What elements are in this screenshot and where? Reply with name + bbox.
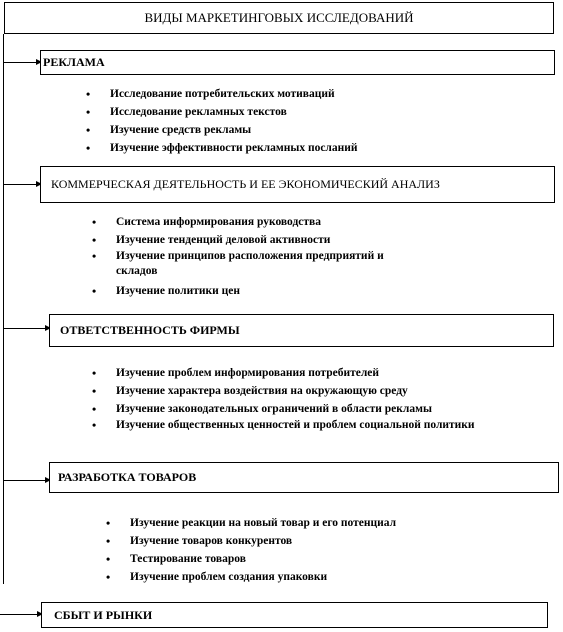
list-item: • Изучение принципов расположения предприятий и складов xyxy=(92,249,422,279)
section-sales-heading: СБЫТ И РЫНКИ xyxy=(54,607,153,622)
diagram-title xyxy=(4,2,554,34)
list-item: • Изучение характера воздействия на окружающую среду xyxy=(92,382,504,400)
arrow-section-responsibility xyxy=(3,328,50,329)
list-item: • Изучение реакции на новый товар и его потенциал xyxy=(106,514,506,532)
arrow-section-reklama xyxy=(3,62,41,63)
list-item: • Изучение политики цен xyxy=(92,282,422,300)
section-responsibility-heading: ОТВЕТСТВЕННОСТЬ ФИРМЫ xyxy=(60,323,240,337)
section-commerce-heading: КОММЕРЧЕСКАЯ ДЕЯТЕЛЬНОСТЬ И ЕЕ ЭКОНОМИЧЕСКИЙ АНАЛИЗ xyxy=(51,177,440,191)
section-products xyxy=(49,462,559,493)
list-item: • Изучение общественных ценностей и проблем социальной политики xyxy=(92,418,504,433)
list-products xyxy=(106,514,506,586)
list-item: • Изучение законодательных ограничений в области рекламы xyxy=(92,400,504,418)
section-commerce xyxy=(40,166,555,203)
list-item: • Изучение средств рекламы xyxy=(86,121,526,139)
list-responsibility xyxy=(92,364,504,433)
section-responsibility xyxy=(49,314,554,347)
section-reklama-heading: РЕКЛАМА xyxy=(43,55,105,69)
list-item: • Изучение проблем информирования потребителей xyxy=(92,364,504,382)
list-item: • Изучение эффективности рекламных посланий xyxy=(86,139,526,157)
section-reklama xyxy=(40,50,555,75)
list-reklama xyxy=(86,85,526,157)
list-item: • Система информирования руководства xyxy=(92,213,422,231)
section-sales xyxy=(41,602,548,628)
arrow-section-sales xyxy=(0,614,42,615)
list-commerce xyxy=(92,213,422,300)
arrow-section-products xyxy=(3,480,50,481)
connector-spine xyxy=(3,34,4,584)
list-item: • Изучение проблем создания упаковки xyxy=(106,568,506,586)
list-item: • Тестирование товаров xyxy=(106,550,506,568)
list-item: • Исследование рекламных текстов xyxy=(86,103,526,121)
diagram-title-text: ВИДЫ МАРКЕТИНГОВЫХ ИССЛЕДОВАНИЙ xyxy=(144,10,414,25)
arrow-section-commerce xyxy=(3,184,41,185)
list-item: • Исследование потребительских мотиваций xyxy=(86,85,526,103)
list-item: • Изучение тенденций деловой активности xyxy=(92,231,422,249)
list-item: • Изучение товаров конкурентов xyxy=(106,532,506,550)
section-products-heading: РАЗРАБОТКА ТОВАРОВ xyxy=(58,470,197,484)
